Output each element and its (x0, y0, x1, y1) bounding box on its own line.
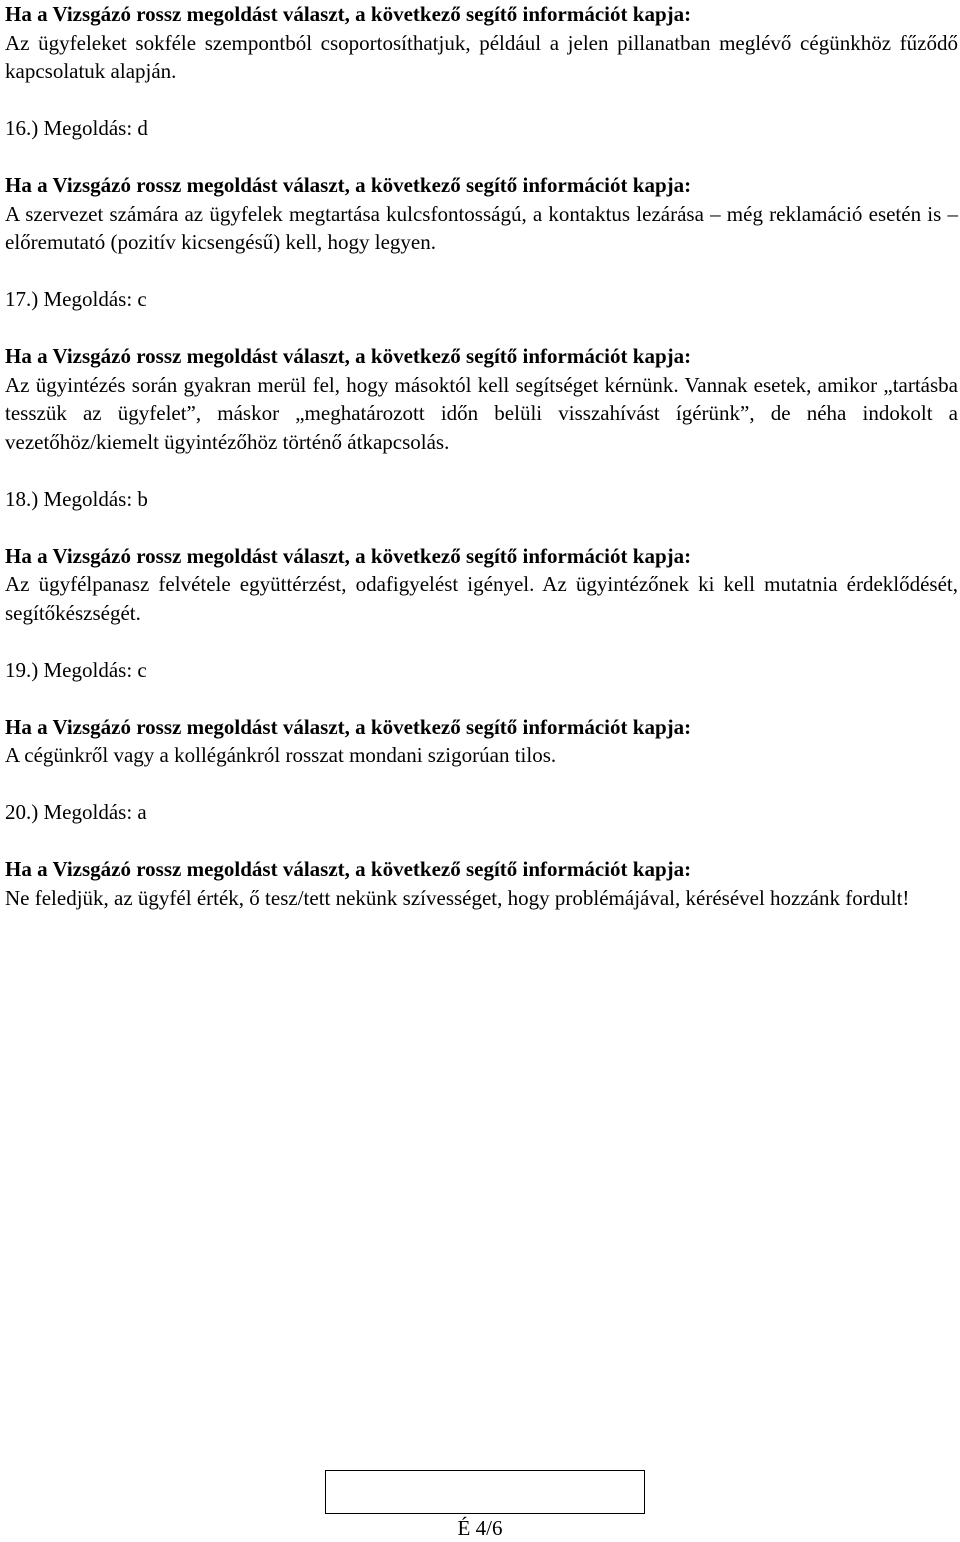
hint-heading: Ha a Vizsgázó rossz megoldást választ, a következő segítő információt kapja: (5, 173, 692, 197)
solution-line: 18.) Megoldás: b (5, 486, 148, 511)
hint-heading: Ha a Vizsgázó rossz megoldást választ, a következő segítő információt kapja: (5, 857, 692, 881)
solution-line: 16.) Megoldás: d (5, 116, 148, 140)
solution-line: 17.) Megoldás: c (5, 287, 147, 311)
solution-line: 19.) Megoldás: c (5, 657, 147, 682)
hint-heading: Ha a Vizsgázó rossz megoldást választ, a következő segítő információt kapja: (5, 344, 692, 368)
hint-heading: Ha a Vizsgázó rossz megoldást választ, a következő segítő információt kapja: (5, 2, 692, 26)
document-content (5, 0, 958, 912)
footer-score-box (325, 1470, 645, 1514)
page-number: É 4/6 (457, 1516, 503, 1540)
hint-text: A cégünkről vagy a kollégánkról rosszat mondani szigorúan tilos. (5, 743, 557, 767)
hint-heading: Ha a Vizsgázó rossz megoldást választ, a következő segítő információt kapja: (5, 543, 692, 568)
hint-heading: Ha a Vizsgázó rossz megoldást választ, a következő segítő információt kapja: (5, 714, 692, 739)
hint-text: Az ügyintézés során gyakran merül fel, hogy másoktól kell segítséget kérnünk. Vannak esetek, amikor „tartásba tesszük az ügyfelet”, máskor „meghatározott időn belüli visszahívást ígérünk”, de néha indokolt a vezetőhöz/kiemelt ügyintézőhöz történő átkapcsolás. (5, 372, 958, 454)
hint-text: Ne feledjük, az ügyfél érték, ő tesz/tett nekünk szívességet, hogy problémájával, kérésével hozzánk fordult! (5, 885, 910, 910)
hint-text: A szervezet számára az ügyfelek megtartása kulcsfontosságú, a kontaktus lezárása – még reklamáció esetén is – előremutató (pozitív kicsengésű) kell, hogy legyen. (5, 201, 958, 254)
hint-text: Az ügyfélpanasz felvétele együttérzést, odafigyelést igényel. Az ügyintézőnek ki kell mutatnia érdeklődését, segítőkészségét. (5, 572, 958, 625)
hint-text: Az ügyfeleket sokféle szempontból csoportosíthatjuk, például a jelen pillanatban meglévő cégünkhöz fűződő kapcsolatuk alapján. (5, 30, 958, 83)
solution-line: 20.) Megoldás: a (5, 800, 147, 824)
